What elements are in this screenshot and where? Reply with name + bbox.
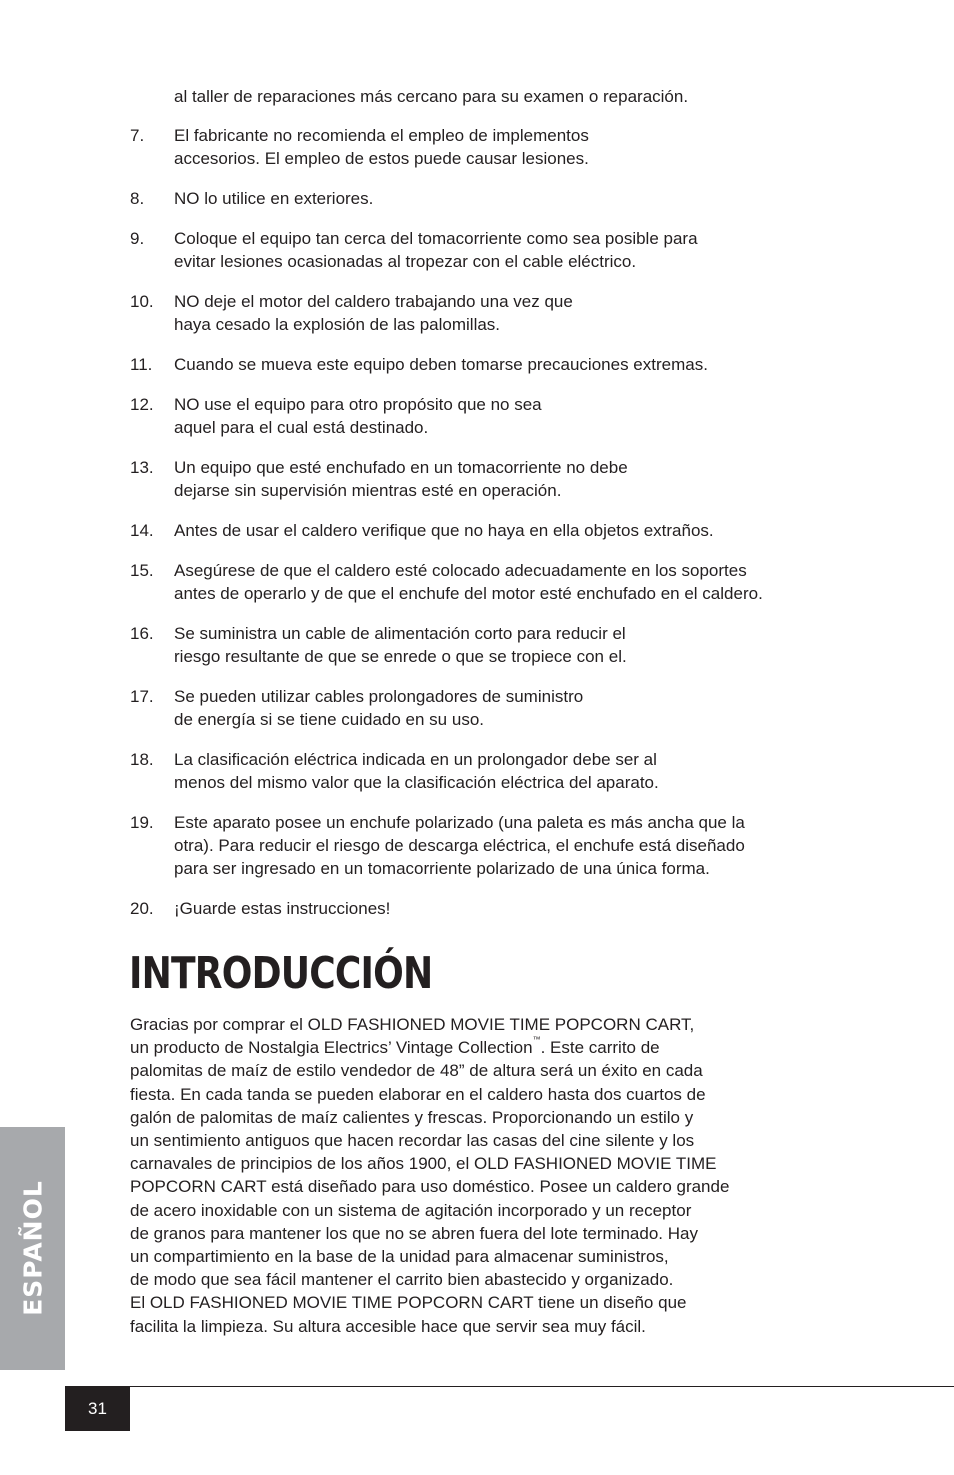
list-item (130, 353, 920, 376)
item-number: 9. (130, 229, 145, 248)
list-item (130, 897, 920, 920)
item-number: 16. (130, 624, 154, 643)
intro-paragraph (130, 1013, 850, 1338)
item-text: Este aparato posee un enchufe polarizado (una paleta es más ancha que la otra). Para reducir el riesgo de descarga eléctrica, el enchufe está diseñado para ser ingresado en un tomacorriente polarizado de una única forma. (174, 813, 745, 878)
footer-divider (65, 1386, 954, 1387)
item-number: 15. (130, 561, 154, 580)
list-item (130, 393, 920, 439)
item-number: 13. (130, 458, 154, 477)
item-text: Asegúrese de que el caldero esté colocado adecuadamente en los soportes antes de operarlo y de que el enchufe del motor esté enchufado en el caldero. (174, 561, 763, 603)
list-item (130, 456, 920, 502)
list-item (130, 124, 920, 170)
list-item (130, 685, 920, 731)
item-text: Antes de usar el caldero verifique que no haya en ella objetos extraños. (174, 521, 714, 540)
intro-text-part-1: Gracias por comprar el OLD FASHIONED MOVIE TIME POPCORN CART, un producto de Nostalgia Electrics’ Vintage Collection (130, 1015, 695, 1058)
list-item (130, 187, 920, 210)
language-side-tab (0, 1127, 65, 1370)
item-text: Un equipo que esté enchufado en un tomacorriente no debe dejarse sin supervisión mientras esté en operación. (174, 458, 628, 500)
item-text: Se pueden utilizar cables prolongadores de suministro de energía si se tiene cuidado en su uso. (174, 687, 584, 729)
item-text: Coloque el equipo tan cerca del tomacorriente como sea posible para evitar lesiones ocasionadas al tropezar con el cable eléctrico. (174, 229, 698, 271)
item-number: 8. (130, 189, 145, 208)
item-number: 14. (130, 521, 154, 540)
list-item (130, 559, 920, 605)
item-text: NO use el equipo para otro propósito que no sea aquel para el cual está destinado. (174, 395, 542, 437)
item-number: 12. (130, 395, 154, 414)
section-heading: INTRODUCCIÓN (129, 948, 433, 999)
item-text: NO deje el motor del caldero trabajando una vez que haya cesado la explosión de las palomillas. (174, 292, 573, 334)
item-text: El fabricante no recomienda el empleo de implementos accesorios. El empleo de estos puede causar lesiones. (174, 126, 589, 168)
language-tab-label: ESPAÑOL (18, 1180, 48, 1316)
intro-text-part-2: . Este carrito de palomitas de maíz de estilo vendedor de 48” de altura será un éxito en cada fiesta. En cada tanda se pueden elaborar en el caldero hasta dos cuartos de galón de palomitas de maíz calientes y frescas. Proporcionando un estilo y un sentimiento antiguos que hacen recordar las casas del cine silente y los carnavales de principios de los años 1900, el OLD FASHIONED MOVIE TIME POPCORN CART está diseñado para uso doméstico. Posee un caldero grande de acero inoxidable con un sistema de agitación incorporado y un receptor de granos para mantener los que no se abren fuera del lote terminado. Hay un compartimiento en la base de la unidad para almacenar suministros, de modo que sea fácil mantener el carrito bien abastecido y organizado. El OLD FASHIONED MOVIE TIME POPCORN CART tiene un diseño que facilita la limpieza. Su altura accesible hace que servir sea muy fácil. (130, 1038, 730, 1336)
item-text: La clasificación eléctrica indicada en un prolongador debe ser al menos del mismo valor que la clasificación eléctrica del aparato. (174, 750, 659, 792)
continuation-text: al taller de reparaciones más cercano para su examen o reparación. (174, 87, 689, 106)
item-text: ¡Guarde estas instrucciones! (174, 899, 391, 918)
list-item (130, 227, 920, 273)
list-item (130, 622, 920, 668)
list-item (130, 290, 920, 336)
trademark-symbol: ™ (532, 1035, 541, 1045)
page-number: 31 (65, 1387, 130, 1431)
list-item (130, 748, 920, 794)
item-text: Cuando se mueva este equipo deben tomarse precauciones extremas. (174, 355, 708, 374)
item-text: Se suministra un cable de alimentación corto para reducir el riesgo resultante de que se enrede o que se tropiece con el. (174, 624, 627, 666)
item-number: 7. (130, 126, 145, 145)
safety-instructions-list (130, 124, 920, 937)
item-number: 11. (130, 355, 153, 374)
list-item (130, 519, 920, 542)
item-number: 20. (130, 899, 154, 918)
item-number: 17. (130, 687, 154, 706)
item-number: 10. (130, 292, 154, 311)
item-number: 19. (130, 813, 154, 832)
item-number: 18. (130, 750, 154, 769)
list-item (130, 811, 920, 880)
item-text: NO lo utilice en exteriores. (174, 189, 374, 208)
